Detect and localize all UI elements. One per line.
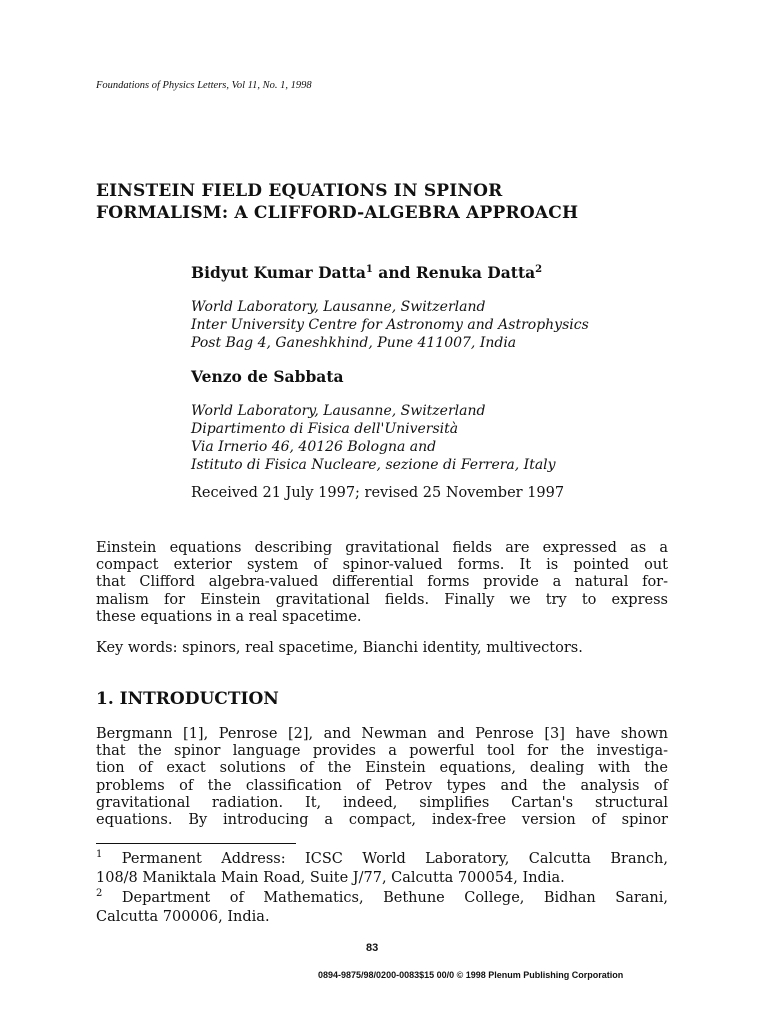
footnote-text: Calcutta 700006, India.	[96, 909, 270, 925]
author-name-1: Bidyut Kumar Datta	[191, 263, 366, 282]
body-line: equations. By introducing a compact, index-free version of spinor	[96, 812, 668, 829]
page-number: 83	[366, 942, 379, 954]
abstract-line: compact exterior system of spinor-valued forms. It is pointed out	[96, 557, 668, 574]
footnote-ref-2: 2	[535, 264, 543, 275]
footnote-1	[96, 850, 668, 888]
title-line-1: EINSTEIN FIELD EQUATIONS IN SPINOR	[96, 181, 503, 201]
footnote-text: Department of Mathematics, Bethune College, Bidhan Sarani,	[102, 890, 668, 906]
affiliation-1	[191, 298, 589, 352]
paper-title	[96, 180, 578, 224]
affiliation-2	[191, 402, 556, 474]
affiliation-line: Inter University Centre for Astronomy and Astrophysics	[191, 317, 589, 333]
received-date: Received 21 July 1997; revised 25 November 1997	[191, 485, 565, 501]
affiliation-line: Istituto di Fisica Nucleare, sezione di Ferrera, Italy	[191, 457, 556, 473]
body-line: Bergmann [1], Penrose [2], and Newman and Penrose [3] have shown	[96, 726, 668, 742]
footnote-ref-1: 1	[365, 264, 373, 275]
footnote-mark-2: 2	[96, 888, 103, 899]
body-line: gravitational radiation. It, indeed, simplifies Cartan's structural	[96, 794, 668, 811]
footnote-text: 108/8 Maniktala Main Road, Suite J/77, Calcutta 700054, India.	[96, 870, 565, 886]
body-line: that the spinor language provides a powerful tool for the investiga-	[96, 743, 668, 760]
footnote-divider	[96, 843, 296, 844]
affiliation-line: World Laboratory, Lausanne, Switzerland	[191, 299, 486, 315]
body-line: problems of the classification of Petrov types and the analysis of	[96, 777, 668, 794]
keywords: Key words: spinors, real spacetime, Bianchi identity, multivectors.	[96, 640, 583, 656]
affiliation-line: Post Bag 4, Ganeshkhind, Pune 411007, India	[191, 335, 517, 351]
copyright-line: 0894-9875/98/0200-0083$15 00/0 © 1998 Plenum Publishing Corporation	[318, 970, 624, 980]
body-line: tion of exact solutions of the Einstein equations, dealing with the	[96, 760, 668, 777]
abstract-line: these equations in a real spacetime.	[96, 608, 362, 625]
footnote-text: Permanent Address: ICSC World Laboratory, Calcutta Branch,	[102, 851, 668, 867]
affiliation-line: Via Irnerio 46, 40126 Bologna and	[191, 439, 437, 455]
affiliation-line: Dipartimento di Fisica dell'Università	[191, 421, 459, 437]
author-name-3: Venzo de Sabbata	[191, 367, 344, 386]
section-heading: 1. INTRODUCTION	[96, 689, 279, 709]
abstract-line: that Clifford algebra-valued differential forms provide a natural for-	[96, 574, 668, 591]
intro-paragraph	[96, 726, 668, 829]
title-line-2: FORMALISM: A CLIFFORD-ALGEBRA APPROACH	[96, 203, 579, 223]
abstract-line: Einstein equations describing gravitational fields are expressed as a	[96, 540, 668, 556]
affiliation-line: World Laboratory, Lausanne, Switzerland	[191, 403, 486, 419]
abstract-line: malism for Einstein gravitational fields. Finally we try to express	[96, 591, 668, 608]
author-name-2: and Renuka Datta	[372, 263, 536, 282]
abstract	[96, 540, 668, 626]
footnote-mark-1: 1	[96, 849, 103, 860]
footnote-2	[96, 889, 668, 927]
author-names	[191, 263, 542, 282]
journal-header: Foundations of Physics Letters, Vol 11, No. 1, 1998	[96, 80, 312, 91]
